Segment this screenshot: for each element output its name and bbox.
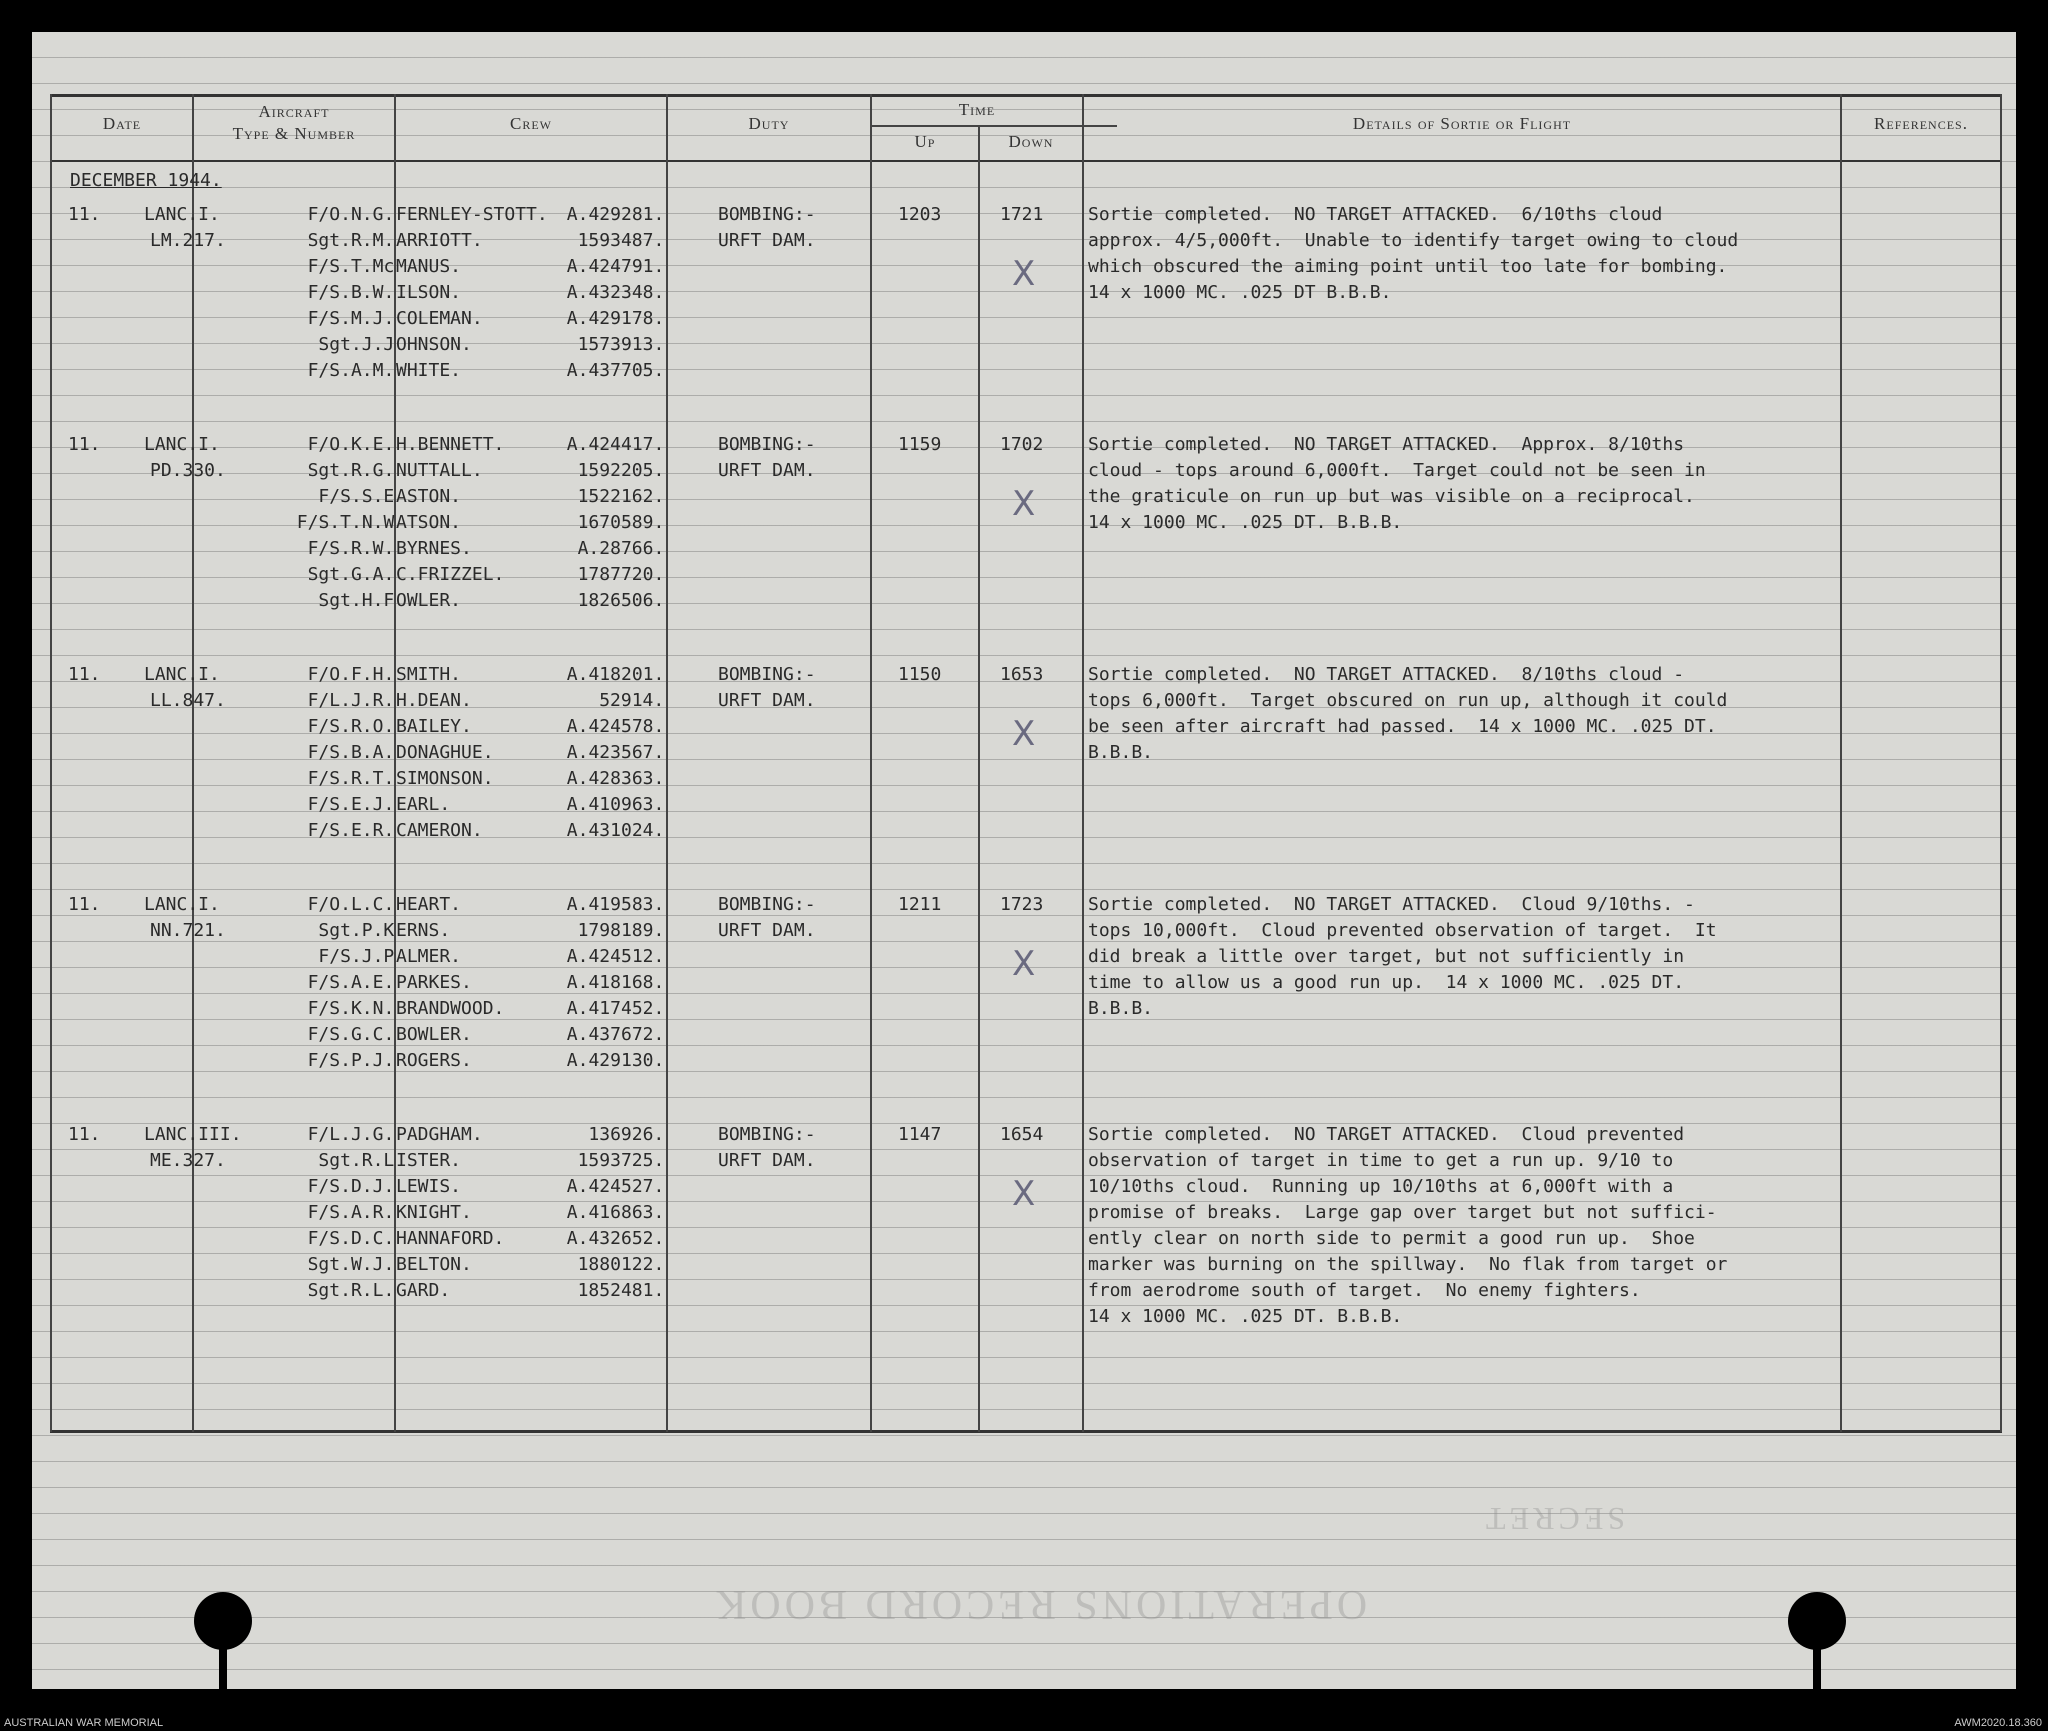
detail-line: approx. 4/5,000ft. Unable to identify target owing to cloud bbox=[1088, 230, 1739, 251]
crew-name: NUTTALL. bbox=[396, 460, 483, 481]
col-rule-duty bbox=[666, 94, 668, 1432]
crew-number: 1573913. bbox=[577, 334, 665, 355]
detail-line: which obscured the aiming point until too late for bombing. bbox=[1088, 256, 1728, 277]
crew-name: BOWLER. bbox=[396, 1024, 472, 1045]
crew-name: C.FRIZZEL. bbox=[396, 564, 505, 585]
header-down: Down bbox=[1008, 132, 1054, 151]
col-rule-up bbox=[870, 94, 872, 1432]
crew-rank: F/S.D.J. bbox=[307, 1176, 395, 1197]
header-references: References. bbox=[1874, 114, 1968, 133]
detail-line: observation of target in time to get a run up. 9/10 to bbox=[1088, 1150, 1674, 1171]
crew-rank: Sgt.H.F bbox=[318, 590, 395, 611]
detail-line: Sortie completed. NO TARGET ATTACKED. 6/10ths cloud bbox=[1088, 204, 1663, 225]
entry-aircraft: LANC.I. bbox=[144, 434, 220, 455]
crew-number: 52914. bbox=[599, 690, 665, 711]
crew-rank: Sgt.R.L. bbox=[307, 1280, 395, 1301]
detail-line: Sortie completed. NO TARGET ATTACKED. 8/10ths cloud - bbox=[1088, 664, 1685, 685]
crew-name: ERNS. bbox=[396, 920, 451, 941]
entry-date: 11. bbox=[68, 204, 101, 225]
entry-time-up: 1159 bbox=[898, 434, 942, 455]
crew-rank: F/S.A.E. bbox=[307, 972, 395, 993]
entry-date: 11. bbox=[68, 1124, 101, 1145]
crew-rank: F/S.E.J. bbox=[307, 794, 395, 815]
detail-line: 14 x 1000 MC. .025 DT. B.B.B. bbox=[1088, 1306, 1403, 1327]
crew-rank: Sgt.P.K bbox=[318, 920, 395, 941]
detail-line: Sortie completed. NO TARGET ATTACKED. Approx. 8/10ths bbox=[1088, 434, 1685, 455]
crew-name: ALMER. bbox=[396, 946, 462, 967]
entry-time-down: 1702 bbox=[1000, 434, 1044, 455]
crew-number: 1593487. bbox=[577, 230, 665, 251]
entry-aircraft: LANC.III. bbox=[144, 1124, 242, 1145]
col-rule-down bbox=[978, 126, 980, 1432]
entry-time-down: 1721 bbox=[1000, 204, 1044, 225]
crew-name: EARL. bbox=[396, 794, 451, 815]
entry-duty: URFT DAM. bbox=[718, 460, 816, 481]
crew-number: A.424512. bbox=[566, 946, 665, 967]
crew-rank: F/S.A.M. bbox=[307, 360, 395, 381]
crew-rank: F/S.J.P bbox=[318, 946, 395, 967]
month-label: DECEMBER 1944. bbox=[70, 170, 222, 191]
header-up: Up bbox=[914, 132, 936, 151]
entry-duty: URFT DAM. bbox=[718, 230, 816, 251]
entry-duty: URFT DAM. bbox=[718, 1150, 816, 1171]
entry-duty: BOMBING:- bbox=[718, 894, 816, 915]
crew-name: PADGHAM. bbox=[396, 1124, 483, 1145]
crew-name: LEWIS. bbox=[396, 1176, 462, 1197]
crew-name: H.DEAN. bbox=[396, 690, 472, 711]
crew-number: A.432348. bbox=[566, 282, 665, 303]
crew-name: H.BENNETT. bbox=[396, 434, 505, 455]
crew-name: OHNSON. bbox=[396, 334, 472, 355]
crew-rank: F/S.K.N. bbox=[307, 998, 395, 1019]
detail-line: tops 6,000ft. Target obscured on run up, although it could bbox=[1088, 690, 1728, 711]
crew-name: OWLER. bbox=[396, 590, 462, 611]
crew-number: A.437672. bbox=[566, 1024, 665, 1045]
entry-aircraft: LM.217. bbox=[150, 230, 226, 251]
crew-name: ARRIOTT. bbox=[396, 230, 483, 251]
footer-accession: AWM2020.18.360 bbox=[1954, 1717, 2042, 1729]
check-mark: X bbox=[1012, 714, 1036, 754]
crew-rank: F/S.T.N.W bbox=[296, 512, 395, 533]
header-date: Date bbox=[102, 114, 142, 133]
entry-date: 11. bbox=[68, 894, 101, 915]
entry-duty: URFT DAM. bbox=[718, 920, 816, 941]
crew-number: A.417452. bbox=[566, 998, 665, 1019]
crew-rank: F/S.A.R. bbox=[307, 1202, 395, 1223]
crew-rank: F/S.D.C. bbox=[307, 1228, 395, 1249]
crew-name: BYRNES. bbox=[396, 538, 472, 559]
crew-number: 1852481. bbox=[577, 1280, 665, 1301]
header-duty: Duty bbox=[748, 114, 790, 133]
entry-duty: BOMBING:- bbox=[718, 204, 816, 225]
detail-line: cloud - tops around 6,000ft. Target could not be seen in bbox=[1088, 460, 1706, 481]
detail-line: be seen after aircraft had passed. 14 x 1000 MC. .025 DT. bbox=[1088, 716, 1717, 737]
time-subheader-rule bbox=[872, 125, 1117, 127]
crew-name: HEART. bbox=[396, 894, 462, 915]
record-sheet bbox=[32, 32, 2016, 1689]
col-rule-date bbox=[50, 94, 52, 1432]
crew-number: 1826506. bbox=[577, 590, 665, 611]
crew-name: BELTON. bbox=[396, 1254, 472, 1275]
crew-number: A.429281. bbox=[566, 204, 665, 225]
crew-rank: F/L.J.G. bbox=[307, 1124, 395, 1145]
entry-aircraft: LL.847. bbox=[150, 690, 226, 711]
crew-rank: F/S.M.J. bbox=[307, 308, 395, 329]
bleed-through-secret: SECRET bbox=[1482, 1501, 1626, 1537]
entry-aircraft: LANC.I. bbox=[144, 894, 220, 915]
entry-duty: BOMBING:- bbox=[718, 664, 816, 685]
crew-rank: Sgt.J.J bbox=[318, 334, 395, 355]
crew-number: A.431024. bbox=[566, 820, 665, 841]
crew-number: A.428363. bbox=[566, 768, 665, 789]
crew-name: ISTER. bbox=[396, 1150, 462, 1171]
detail-line: 10/10ths cloud. Running up 10/10ths at 6,000ft with a bbox=[1088, 1176, 1674, 1197]
entry-aircraft: ME.327. bbox=[150, 1150, 226, 1171]
crew-rank: Sgt.R.M. bbox=[307, 230, 395, 251]
binding-hole-right-slot bbox=[1813, 1622, 1821, 1689]
crew-number: A.429130. bbox=[566, 1050, 665, 1071]
crew-rank: F/S.B.W. bbox=[307, 282, 395, 303]
crew-name: CAMERON. bbox=[396, 820, 483, 841]
detail-line: Sortie completed. NO TARGET ATTACKED. Cloud prevented bbox=[1088, 1124, 1685, 1145]
crew-rank: Sgt.G.A. bbox=[307, 564, 395, 585]
entry-time-up: 1147 bbox=[898, 1124, 942, 1145]
crew-rank: F/S.S.E bbox=[318, 486, 395, 507]
entry-time-down: 1723 bbox=[1000, 894, 1044, 915]
detail-line: time to allow us a good run up. 14 x 1000 MC. .025 DT. bbox=[1088, 972, 1685, 993]
crew-name: PARKES. bbox=[396, 972, 472, 993]
entry-aircraft: LANC.I. bbox=[144, 664, 220, 685]
entry-time-up: 1150 bbox=[898, 664, 942, 685]
table-top-rule bbox=[50, 94, 2002, 97]
entry-time-down: 1654 bbox=[1000, 1124, 1044, 1145]
crew-number: A.423567. bbox=[566, 742, 665, 763]
entry-date: 11. bbox=[68, 434, 101, 455]
detail-line: 14 x 1000 MC. .025 DT. B.B.B. bbox=[1088, 512, 1403, 533]
crew-rank: F/S.E.R. bbox=[307, 820, 395, 841]
crew-rank: F/S.R.T. bbox=[307, 768, 395, 789]
header-type-number: Type & Number bbox=[232, 124, 356, 143]
crew-number: 1593725. bbox=[577, 1150, 665, 1171]
bleed-through-title: OPERATIONS RECORD BOOK bbox=[712, 1581, 1368, 1627]
crew-number: 1592205. bbox=[577, 460, 665, 481]
crew-number: A.432652. bbox=[566, 1228, 665, 1249]
table-bottom-rule bbox=[50, 1430, 2002, 1433]
crew-rank: Sgt.R.L bbox=[318, 1150, 395, 1171]
entry-time-up: 1203 bbox=[898, 204, 942, 225]
crew-number: A.419583. bbox=[566, 894, 665, 915]
crew-number: 1522162. bbox=[577, 486, 665, 507]
crew-rank: F/S.P.J. bbox=[307, 1050, 395, 1071]
crew-name: HANNAFORD. bbox=[396, 1228, 505, 1249]
crew-rank: F/L.J.R. bbox=[307, 690, 395, 711]
crew-name: GARD. bbox=[396, 1280, 451, 1301]
crew-name: KNIGHT. bbox=[396, 1202, 472, 1223]
entry-time-up: 1211 bbox=[898, 894, 942, 915]
entry-duty: BOMBING:- bbox=[718, 434, 816, 455]
detail-line: did break a little over target, but not sufficiently in bbox=[1088, 946, 1685, 967]
crew-name: BRANDWOOD. bbox=[396, 998, 505, 1019]
footer-credit: AUSTRALIAN WAR MEMORIAL bbox=[4, 1717, 164, 1729]
crew-name: ATSON. bbox=[396, 512, 462, 533]
col-rule-references bbox=[1840, 94, 1842, 1432]
crew-rank: F/S.R.W. bbox=[307, 538, 395, 559]
check-mark: X bbox=[1012, 254, 1036, 294]
col-rule-aircraft bbox=[192, 94, 194, 1432]
crew-rank: F/O.N.G. bbox=[307, 204, 395, 225]
crew-number: A.28766. bbox=[577, 538, 665, 559]
crew-number: 1787720. bbox=[577, 564, 665, 585]
crew-number: A.418168. bbox=[566, 972, 665, 993]
crew-number: A.410963. bbox=[566, 794, 665, 815]
check-mark: X bbox=[1012, 484, 1036, 524]
crew-rank: F/S.T.Mc bbox=[307, 256, 395, 277]
detail-line: 14 x 1000 MC. .025 DT B.B.B. bbox=[1088, 282, 1392, 303]
binding-hole-left-slot bbox=[219, 1622, 227, 1689]
entry-aircraft: PD.330. bbox=[150, 460, 226, 481]
detail-line: Sortie completed. NO TARGET ATTACKED. Cloud 9/10ths. - bbox=[1088, 894, 1695, 915]
crew-rank: Sgt.R.G. bbox=[307, 460, 395, 481]
detail-line: promise of breaks. Large gap over target but not suffici- bbox=[1088, 1202, 1717, 1223]
entry-date: 11. bbox=[68, 664, 101, 685]
detail-line: the graticule on run up but was visible on a reciprocal. bbox=[1088, 486, 1695, 507]
header-crew: Crew bbox=[510, 114, 552, 133]
detail-line: tops 10,000ft. Cloud prevented observation of target. It bbox=[1088, 920, 1717, 941]
crew-name: SIMONSON. bbox=[396, 768, 494, 789]
crew-rank: F/O.K.E. bbox=[307, 434, 395, 455]
crew-number: 136926. bbox=[588, 1124, 665, 1145]
crew-name: MANUS. bbox=[396, 256, 462, 277]
crew-number: A.418201. bbox=[566, 664, 665, 685]
crew-rank: F/S.R.O. bbox=[307, 716, 395, 737]
crew-name: FERNLEY-STOTT. bbox=[396, 204, 548, 225]
crew-name: ROGERS. bbox=[396, 1050, 472, 1071]
crew-number: A.424527. bbox=[566, 1176, 665, 1197]
crew-number: 1670589. bbox=[577, 512, 665, 533]
check-mark: X bbox=[1012, 1174, 1036, 1214]
detail-line: from aerodrome south of target. No enemy fighters. bbox=[1088, 1280, 1641, 1301]
header-bottom-rule bbox=[50, 160, 2002, 162]
crew-number: 1798189. bbox=[577, 920, 665, 941]
entry-duty: URFT DAM. bbox=[718, 690, 816, 711]
col-rule-details bbox=[1082, 94, 1084, 1432]
crew-name: COLEMAN. bbox=[396, 308, 483, 329]
crew-rank: F/S.B.A. bbox=[307, 742, 395, 763]
crew-name: BAILEY. bbox=[396, 716, 472, 737]
crew-number: A.429178. bbox=[566, 308, 665, 329]
detail-line: B.B.B. bbox=[1088, 742, 1154, 763]
crew-number: A.424791. bbox=[566, 256, 665, 277]
col-rule-end bbox=[2000, 94, 2002, 1432]
crew-number: A.424578. bbox=[566, 716, 665, 737]
entry-aircraft: LANC.I. bbox=[144, 204, 220, 225]
crew-number: A.424417. bbox=[566, 434, 665, 455]
crew-name: WHITE. bbox=[396, 360, 462, 381]
check-mark: X bbox=[1012, 944, 1036, 984]
crew-number: A.416863. bbox=[566, 1202, 665, 1223]
detail-line: B.B.B. bbox=[1088, 998, 1154, 1019]
crew-rank: Sgt.W.J. bbox=[307, 1254, 395, 1275]
entry-aircraft: NN.721. bbox=[150, 920, 226, 941]
header-time: Time bbox=[958, 100, 996, 119]
entry-duty: BOMBING:- bbox=[718, 1124, 816, 1145]
crew-name: ILSON. bbox=[396, 282, 462, 303]
detail-line: marker was burning on the spillway. No flak from target or bbox=[1088, 1254, 1728, 1275]
crew-name: SMITH. bbox=[396, 664, 462, 685]
crew-name: DONAGHUE. bbox=[396, 742, 494, 763]
header-details: Details of Sortie or Flight bbox=[1352, 114, 1572, 133]
crew-rank: F/S.G.C. bbox=[307, 1024, 395, 1045]
crew-rank: F/O.F.H. bbox=[307, 664, 395, 685]
crew-number: A.437705. bbox=[566, 360, 665, 381]
crew-name: ASTON. bbox=[396, 486, 462, 507]
header-aircraft: Aircraft bbox=[258, 102, 330, 121]
entry-time-down: 1653 bbox=[1000, 664, 1044, 685]
crew-number: 1880122. bbox=[577, 1254, 665, 1275]
detail-line: ently clear on north side to permit a good run up. Shoe bbox=[1088, 1228, 1695, 1249]
crew-rank: F/O.L.C. bbox=[307, 894, 395, 915]
